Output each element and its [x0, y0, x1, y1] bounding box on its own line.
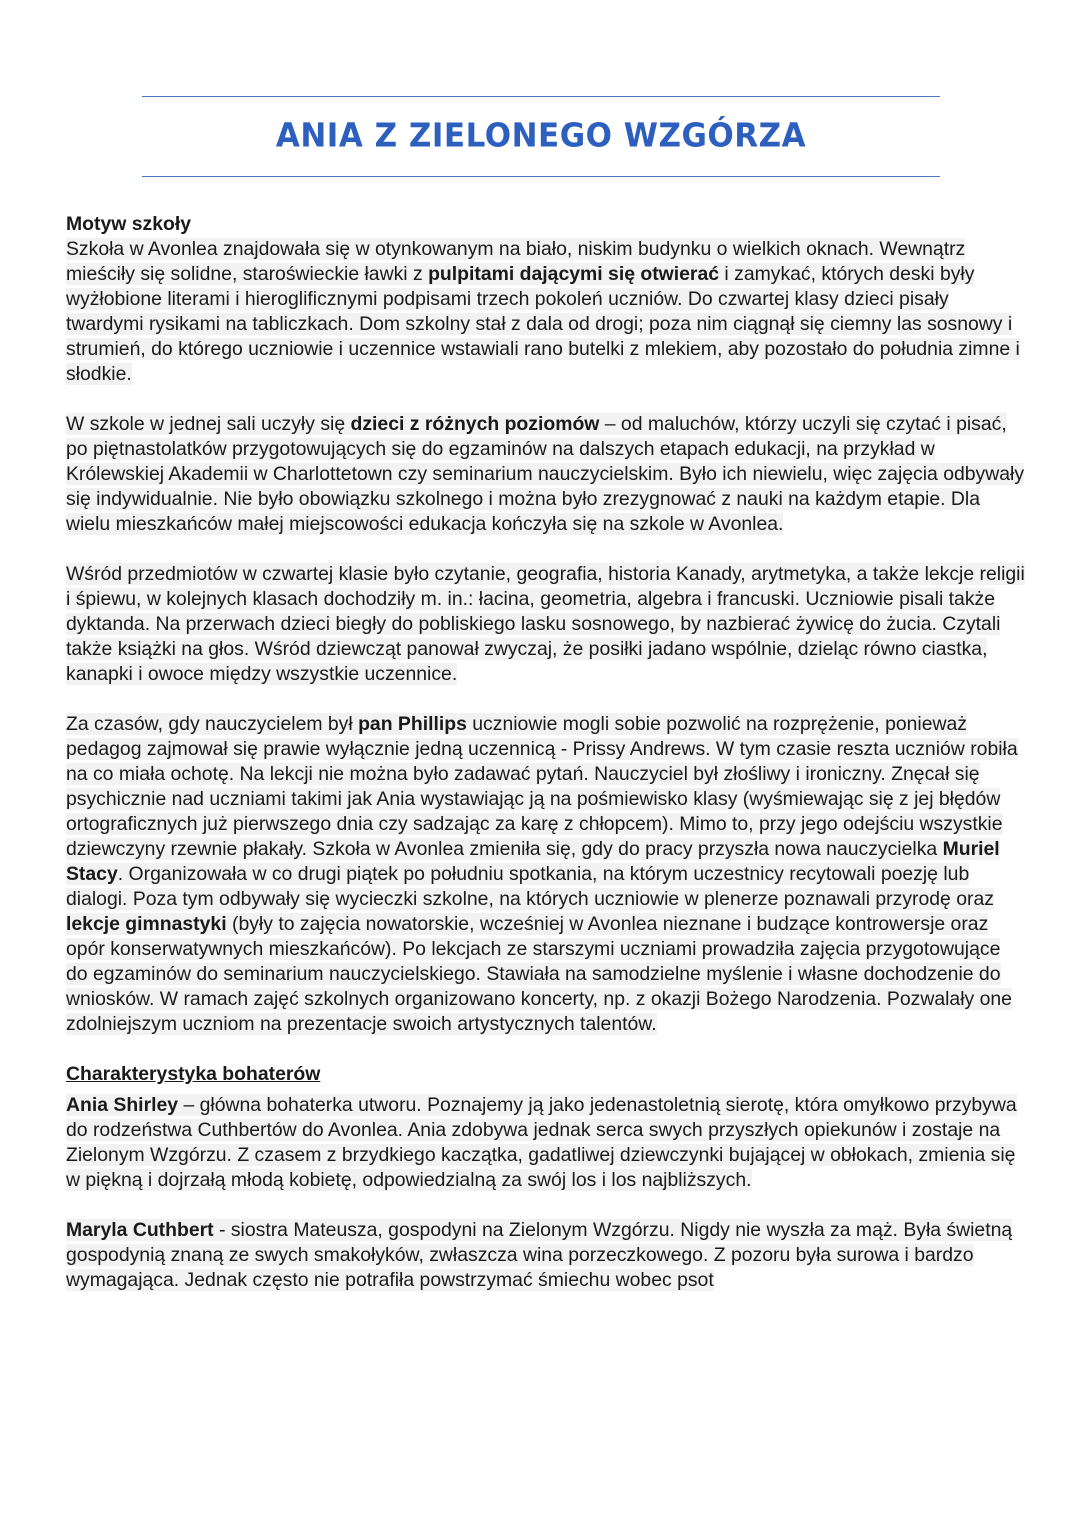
paragraph-school-building — [66, 237, 1026, 387]
document-body — [66, 212, 1026, 1318]
paragraph-character-ania — [66, 1093, 1026, 1193]
text-run: Wśród przedmiotów w czwartej klasie było czytanie, geografia, historia Kanady, arytmetyka, a także lekcje religii i śpiewu, w kolejnych klasach dochodziły m. in.: łacina, geometria, algebra i francuski. Uczniowie pisali także dyktanda. Na przerwach dzieci biegły do pobliskiego lasku sosnowego, by nazbierać żywicę do żucia. Czytali także książki na głos. Wśród dziewcząt panował zwyczaj, że posiłki jadano wspólnie, dzieląc równo ciastka, kanapki i owoce między wszystkie uczennice. — [66, 563, 1025, 685]
bold-run: pan Phillips — [358, 713, 467, 735]
text-run: i zamykać, których deski były wyżłobione literami i hieroglificznymi podpisami trzech pokoleń uczniów. Do czwartej klasy dzieci pisały twardymi rysikami na tabliczkach. Dom szkolny stał z dala od drogi; poza nim ciągnął się ciemny las sosnowy i strumień, do którego uczniowie i uczennice wstawiali rano butelki z mlekiem, aby pozostało do południa zimne i słodkie. — [66, 263, 1020, 385]
text-run: . Organizowała w co drugi piątek po południu spotkania, na którym uczestnicy recytowali poezję lub dialogi. Poza tym odbywały się wycieczki szkolne, na których uczniowie w plenerze poznawali przyrodę oraz — [66, 863, 994, 910]
bold-run: pulpitami dającymi się otwierać — [428, 263, 720, 285]
text-run: Za czasów, gdy nauczycielem był — [66, 713, 359, 735]
paragraph-school-levels — [66, 412, 1026, 537]
text-run: – od maluchów, którzy uczyli się czytać i pisać, po piętnastolatków przygotowujących się do egzaminów na dalszych etapach edukacji, na przykład w Królewskiej Akademii w Charlottetown czy seminarium nauczycielskim. Było ich niewielu, więc zajęcia odbywały się indywidualnie. Nie było obowiązku szkolnego i można było zrezygnować z nauki na każdym etapie. Dla wielu mieszkańców małej miejscowości edukacja kończyła się na szkole w Avonlea. — [66, 413, 1025, 535]
text-run: (były to zajęcia nowatorskie, wcześniej w Avonlea nieznane i budzące kontrowersje oraz opór konserwatywnych mieszkańców). Po lekcjach ze starszymi uczniami prowadziła zajęcia przygotowujące do egzaminów do seminarium nauczycielskiego. Stawiała na samodzielne myślenie i własne dochodzenie do wniosków. W ramach zajęć szkolnych organizowano koncerty, np. z okazji Bożego Narodzenia. Pozwalały one zdolniejszym uczniom na prezentacje swoich artystycznych talentów. — [66, 913, 1012, 1035]
text-run: W szkole w jednej sali uczyły się — [66, 413, 351, 435]
text-run: - siostra Mateusza, gospodyni na Zielonym Wzgórzu. Nigdy nie wyszła za mąż. Była świetną gospodynią znaną ze swych smakołyków, zwłaszcza wina porzeczkowego. Z pozoru była surowa i bardzo wymagająca. Jednak często nie potrafiła powstrzymać śmiechu wobec psot — [66, 1219, 1013, 1291]
text-run: uczniowie mogli sobie pozwolić na rozprężenie, ponieważ pedagog zajmował się prawie wyłącznie jedną uczennicą - Prissy Andrews. W tym czasie reszta uczniów robiła na co miała ochotę. Na lekcji nie można było zadawać pytań. Nauczyciel był złośliwy i ironiczny. Znęcał się psychicznie nad uczniami takimi jak Ania wystawiając ją na pośmiewisko klasy (wyśmiewając się z jej błędów ortograficznych już pierwszego dnia czy sadzając za karę z chłopcem). Mimo to, przy jego odejściu wszystkie dziewczyny rzewnie płakały. Szkoła w Avonlea zmieniła się, gdy do pracy przyszła nowa nauczycielka — [66, 713, 1018, 860]
paragraph-school-subjects — [66, 562, 1026, 687]
bold-run: dzieci z różnych poziomów — [350, 413, 600, 435]
section-school-heading-wrap — [66, 212, 1026, 237]
character-name: Ania Shirley — [66, 1094, 179, 1116]
title-rule-top — [142, 96, 940, 97]
text-run: – główna bohaterka utworu. Poznajemy ją jako jedenastoletnią sierotę, która omyłkowo przybywa do rodzeństwa Cuthbertów do Avonlea. Ania zdobywa jednak serca swych przyszłych opiekunów i zostaje na Zielonym Wzgórzu. Z czasem z brzydkiego kaczątka, gadatliwej dziewczynki bujającej w obłokach, zmienia się w piękną i dojrzałą młodą kobietę, odpowiedzialną za swój los i los najbliższych. — [66, 1094, 1017, 1191]
character-name: Maryla Cuthbert — [66, 1219, 214, 1241]
title-rule-bottom — [142, 176, 940, 177]
text-run: Szkoła w Avonlea znajdowała się w otynkowanym na biało, niskim budynku o wielkich oknach. Wewnątrz mieściły się solidne, staroświeckie ławki z — [66, 238, 966, 285]
page-title: ANIA Z ZIELONEGO WZGÓRZA — [275, 117, 807, 155]
section-heading-school: Motyw szkoły — [66, 213, 191, 235]
bold-run: Muriel Stacy — [66, 838, 1000, 885]
section-heading-characters: Charakterystyka bohaterów — [66, 1063, 321, 1085]
section-characters-heading-wrap — [66, 1062, 1026, 1087]
bold-run: lekcje gimnastyki — [66, 913, 227, 935]
paragraph-school-teachers — [66, 712, 1026, 1037]
paragraph-character-maryla — [66, 1218, 1026, 1293]
